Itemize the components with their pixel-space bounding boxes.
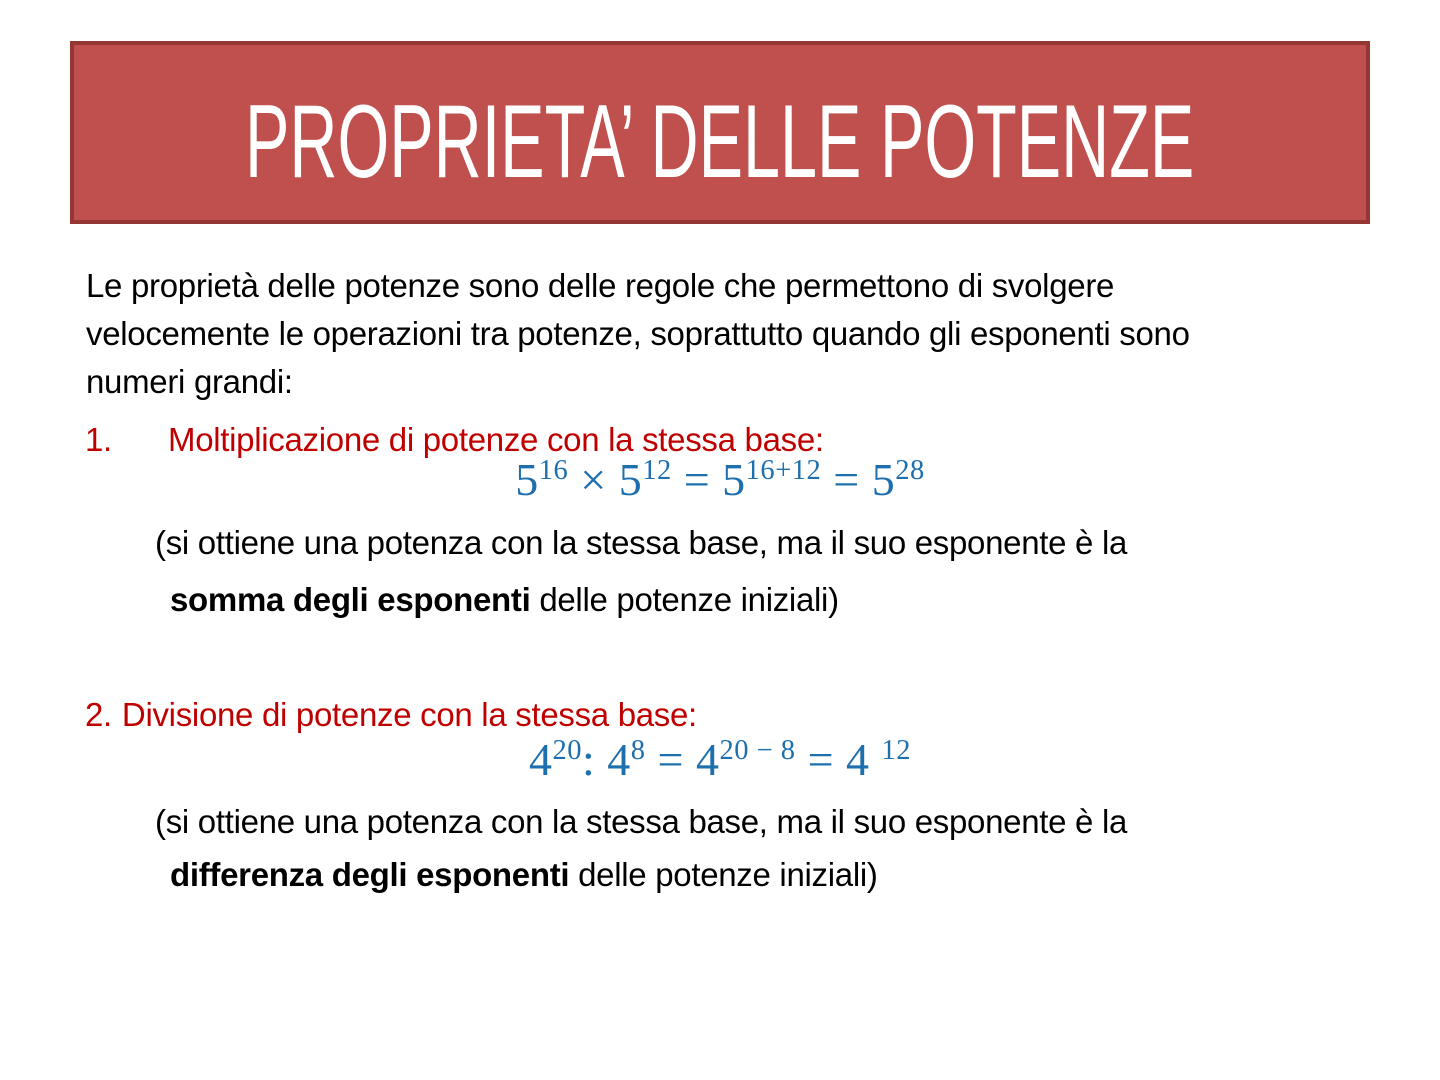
section-1-number: 1. (85, 421, 112, 458)
section-2-note-rest: delle potenze iniziali) (569, 856, 878, 893)
intro-line-3: numeri grandi: (86, 363, 293, 400)
title-banner (70, 41, 1370, 224)
section-1-heading-text: Moltiplicazione di potenze con la stessa base: (168, 421, 824, 458)
section-1-note-rest: delle potenze iniziali) (530, 581, 839, 618)
intro-line-2: velocemente le operazioni tra potenze, soprattutto quando gli esponenti sono (86, 315, 1190, 352)
section-1-note-bold: somma degli esponenti (170, 581, 531, 618)
section-1-note-line-1: (si ottiene una potenza con la stessa base, ma il suo esponente è la (155, 524, 1128, 561)
section-2-heading (85, 696, 697, 734)
section-2-heading-text: Divisione di potenze con la stessa base: (121, 696, 697, 733)
intro-line-1: Le proprietà delle potenze sono delle regole che permettono di svolgere (86, 267, 1115, 304)
slide-title: PROPRIETA’ DELLE POTENZE (245, 84, 1195, 200)
section-1-note-line-2 (170, 581, 839, 619)
section-2-number: 2. (85, 696, 112, 733)
section-2-formula: $4^{20}$: $4^8 = 4^{20 - 8} = 4$ $^{12}$ (528, 734, 912, 785)
section-1-formula: $5^{16} \times 5^{12} = 5^{16+12} = 5^{28}$ (515, 454, 925, 505)
section-2-note-line-2 (170, 856, 878, 894)
section-2-note-line-1: (si ottiene una potenza con la stessa base, ma il suo esponente è la (155, 803, 1128, 840)
section-2-note-bold: differenza degli esponenti (170, 856, 570, 893)
intro-paragraph (86, 262, 1190, 406)
